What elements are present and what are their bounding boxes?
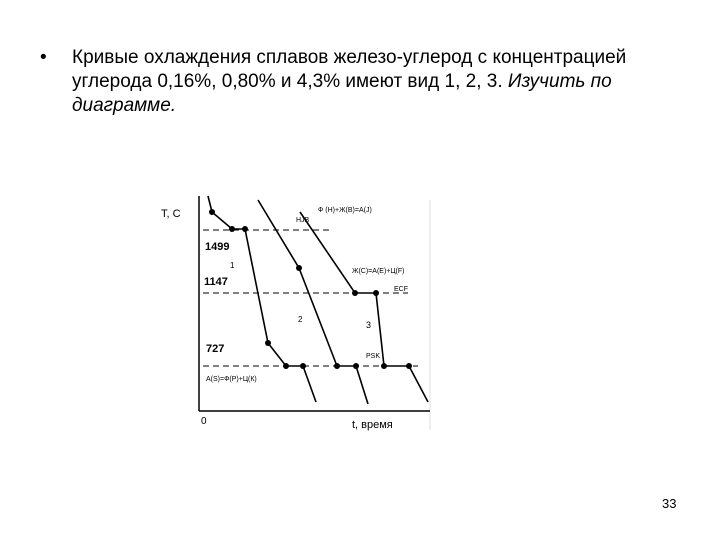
label-eutectic-reaction: Ж(С)=А(Е)+Ц(F) [352, 268, 405, 275]
origin-label: 0 [201, 416, 207, 427]
curve1-point-liquidus [209, 209, 215, 215]
curve1-point-eutectoid-start [283, 363, 289, 369]
curve3-point-eutectoid-start [381, 363, 387, 369]
label-ecf: ECF [394, 286, 408, 293]
curve2-point-liquidus [296, 265, 302, 271]
text-line-2-italic: Изучить по [507, 71, 612, 92]
text-line-3-italic: диаграмме. [72, 95, 177, 116]
page-number: 33 [662, 496, 677, 511]
curve3-point-eutectoid-end [406, 363, 412, 369]
cooling-curve-1 [208, 196, 316, 402]
curve1-point-eutectoid-end [300, 363, 306, 369]
curve3-point-eutectic-start [352, 290, 358, 296]
curve1-point-a3 [265, 340, 271, 346]
label-hjb: HJB [296, 217, 310, 224]
curve2-point-eutectoid-start [334, 363, 340, 369]
curve3-point-eutectic-end [373, 290, 379, 296]
temp-label-1499: 1499 [205, 241, 230, 253]
temp-label-1147: 1147 [204, 276, 228, 288]
curve-1-label: 1 [230, 261, 235, 270]
curve1-point-peritectic-end [242, 226, 248, 232]
text-line-1: Кривые охлаждения сплавов железо-углерод с концентрацией [72, 47, 627, 68]
y-axis-label: T, C [161, 208, 181, 220]
bullet-marker: • [40, 47, 47, 68]
curve-2-label: 2 [298, 315, 303, 324]
curve1-point-peritectic-start [229, 226, 235, 232]
curve-3-label: 3 [366, 320, 372, 330]
x-axis-label: t, время [352, 419, 393, 431]
curve2-point-eutectoid-end [353, 363, 359, 369]
temp-label-727: 727 [206, 343, 225, 355]
cooling-curve-3 [300, 212, 428, 402]
text-line-2-plain: углерода 0,16%, 0,80% и 4,3% имеют вид 1, 2, 3. [72, 71, 508, 92]
label-peritectic-reaction: Ф (Н)+Ж(В)=А(J) [318, 207, 372, 214]
label-psk: PSK [366, 353, 381, 360]
label-eutectoid-reaction: А(S)=Ф(Р)+Ц(К) [206, 376, 257, 383]
